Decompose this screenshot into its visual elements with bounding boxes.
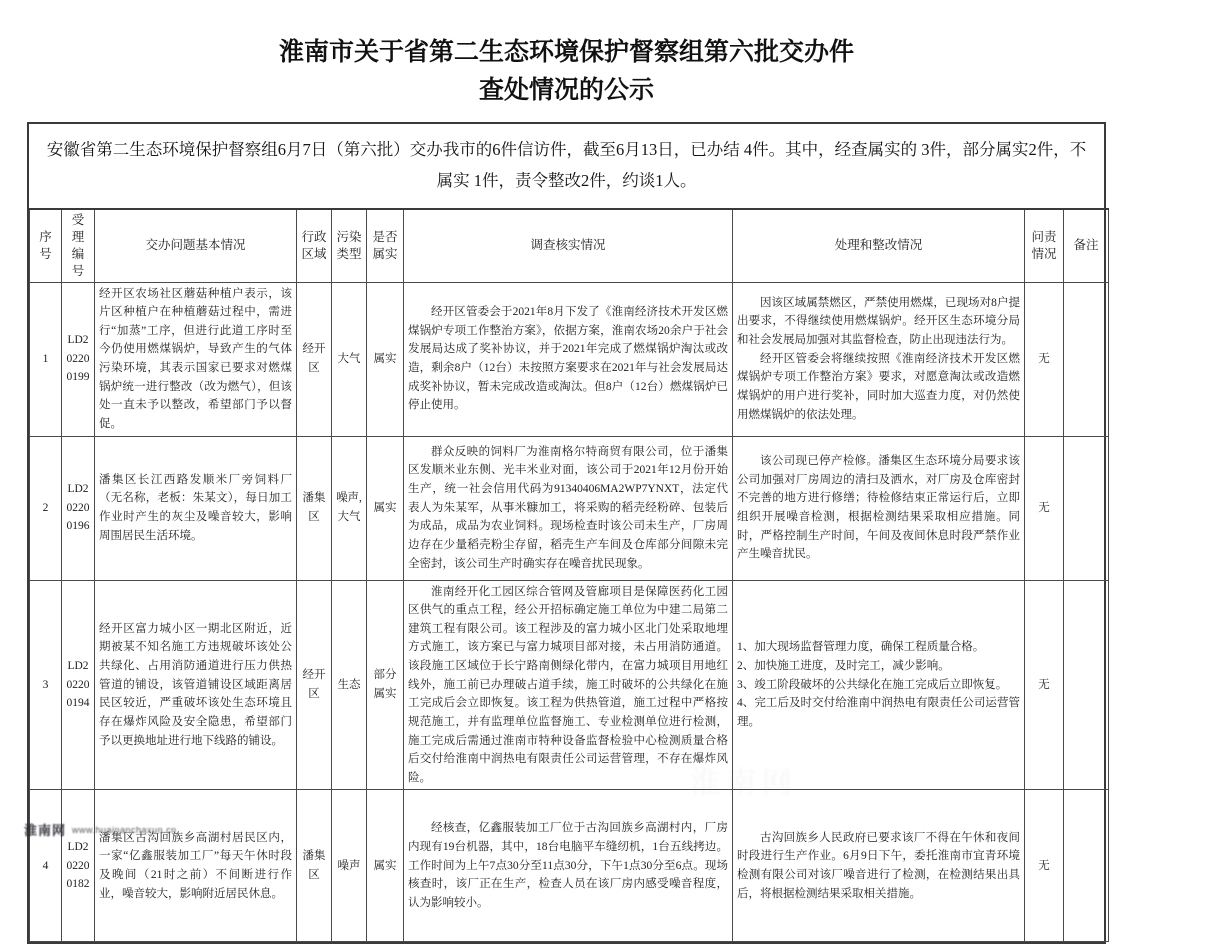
cell-pollution-type: 大气 — [332, 282, 367, 436]
table-row — [30, 282, 1109, 436]
cell-region: 潘集区 — [297, 790, 332, 942]
table-row — [30, 436, 1109, 580]
cases-table — [29, 208, 1109, 942]
title-line-1: 淮南市关于省第二生态环境保护督察组第六批交办件 — [278, 39, 854, 66]
cell-seq: 4 — [30, 790, 62, 942]
content-box — [27, 122, 1106, 944]
cell-handling-paragraph: 4、完工后及时交付给淮南中润热电有限责任公司运营管理。 — [737, 697, 1020, 728]
cell-handling — [733, 790, 1025, 942]
cell-remark — [1064, 580, 1109, 790]
cell-investigation — [404, 790, 733, 942]
column-header: 污染类型 — [332, 209, 367, 282]
table-row — [30, 790, 1109, 942]
cell-problem: 经开区富力城小区一期北区附近，近期被某不知名施工方违规破坏该处公共绿化、占用消防通道进行压力供热管道的铺设，该管道铺设区域距离居民区较近，严重破坏该处生态环境且存在爆炸风险及安全隐患，希望部门予以更换地址进行地下线路的铺设。 — [95, 580, 297, 790]
cell-handling-paragraph: 1、加大现场监督管理力度，确保工程质量合格。 — [737, 641, 985, 654]
cell-case-number: LD202200199 — [62, 282, 95, 436]
watermark-url: www.huainanchaxun.cn — [72, 824, 177, 835]
cell-handling-paragraph: 该公司现已停产检修。潘集区生态环境分局要求该公司加强对厂房周边的清扫及洒水，对厂房及仓库密封不完善的地方进行修缮；待检修结束正常运行后，立即组织开展噪音检测，根据检测结果采取相应措施。同时，严格控制生产时间，午间及夜间休息时段严禁作业产生噪音扰民。 — [737, 455, 1020, 561]
cell-region: 潘集区 — [297, 436, 332, 580]
column-header: 交办问题基本情况 — [95, 209, 297, 282]
cell-investigation — [404, 282, 733, 436]
cell-region: 经开区 — [297, 282, 332, 436]
cell-handling-paragraph: 古沟回族乡人民政府已要求该厂不得在午休和夜间时段进行生产作业。6月9日下午，委托淮南市宜青环境检测有限公司对该厂噪音进行了检测，在检测结果出具后，将根据检测结果采取相关措施。 — [737, 831, 1020, 900]
column-header: 调查核实情况 — [404, 209, 733, 282]
cell-investigation — [404, 436, 733, 580]
cell-investigation — [404, 580, 733, 790]
column-header: 序号 — [30, 209, 62, 282]
cell-pollution-type: 噪声 — [332, 790, 367, 942]
column-header: 受理编号 — [62, 209, 95, 282]
cell-problem: 潘集区长江西路发顺米厂旁饲料厂（无名称，老板：朱某文），每日加工作业时产生的灰尘及噪音较大，影响周围居民生活环境。 — [95, 436, 297, 580]
document-page — [27, 0, 1106, 944]
title-line-2: 查处情况的公示 — [478, 76, 654, 104]
cell-investigation-paragraph: 经核查，亿鑫服装加工厂位于古沟回族乡高湖村内，厂房内现有19台机器，其中，18台电脑平车缝纫机，1台五线拷边。工作时间为上午7点30分至11点30分，下午1点30分至6点。现场核查时，该厂正在生产，检查人员在该厂房内感受噪音程度，认为影响较小。 — [408, 822, 728, 909]
cell-case-number: LD202200182 — [62, 790, 95, 942]
cell-accountability: 无 — [1025, 436, 1064, 580]
table-body — [30, 282, 1109, 942]
cell-problem: 经开区农场社区蘑菇种植户表示，该片区种植户在种植蘑菇过程中，需进行“加蒸”工序，但进行此道工序时至今仍使用燃煤锅炉，导致产生的气体污染环境，其表示国家已要求对燃煤锅炉统一进行整改（改为燃气），但该处一直未予以整改，希望部门予以督促。 — [95, 282, 297, 436]
cell-accountability: 无 — [1025, 790, 1064, 942]
page-title — [27, 34, 1106, 109]
table-row — [30, 580, 1109, 790]
cell-problem: 潘集区古沟回族乡高湖村居民区内，一家“亿鑫服装加工厂”每天午休时段及晚间（21时之前）不间断进行作业，噪音较大，影响附近居民休息。 — [95, 790, 297, 942]
cell-remark — [1064, 282, 1109, 436]
table-header — [30, 209, 1109, 282]
cell-handling — [733, 436, 1025, 580]
cell-handling-paragraph: 因该区域属禁燃区，严禁使用燃煤，已现场对8户提出要求，不得继续使用燃煤锅炉。经开区生态环境分局和社会发展局加强对其监督检查，防止出现违法行为。 — [737, 296, 1020, 347]
cell-seq: 2 — [30, 436, 62, 580]
cell-investigation-paragraph: 群众反映的饲料厂为淮南格尔特商贸有限公司，位于潘集区发顺米业东侧、光丰米业对面，该公司于2021年12月份开始生产，统一社会信用代码为91340406MA2WP7YNXT，法定代表人为朱某军，从事米糠加工，将采购的稻壳经粉碎、包装后为成品，成品为农业饲料。现场检查时该公司未生产，厂房周边存在少量稻壳粉尘存留，稻壳生产车间及仓库部分间隙未完全密封，该公司生产时确实存在噪音扰民现象。 — [408, 445, 728, 570]
table-header-row — [30, 209, 1109, 282]
cell-verified: 属实 — [367, 436, 404, 580]
cell-handling — [733, 580, 1025, 790]
cell-remark — [1064, 790, 1109, 942]
cell-handling-paragraph: 2、加快施工进度，及时完工，减少影响。 — [737, 660, 950, 673]
column-header: 处理和整改情况 — [733, 209, 1025, 282]
cell-pollution-type: 噪声,大气 — [332, 436, 367, 580]
cell-handling-paragraph: 3、竣工阶段破坏的公共绿化在施工完成后立即恢复。 — [737, 678, 1008, 691]
cell-handling-paragraph: 经开区管委会将继续按照《淮南经济技术开发区燃煤锅炉专项工作整治方案》要求，对愿意淘汰或改造燃煤锅炉的用户进行奖补，同时加大巡查力度，对仍然使用燃煤锅炉的依法处理。 — [737, 352, 1020, 421]
cell-case-number: LD202200196 — [62, 436, 95, 580]
column-header: 问责情况 — [1025, 209, 1064, 282]
site-watermark — [24, 820, 177, 839]
cell-case-number: LD202200194 — [62, 580, 95, 790]
ghost-watermark: 淮南网 — [690, 767, 798, 800]
cell-remark — [1064, 436, 1109, 580]
cell-accountability: 无 — [1025, 580, 1064, 790]
cell-investigation-paragraph: 淮南经开化工园区综合管网及管廊项目是保障医药化工园区供气的重点工程，经公开招标确定施工单位为中建二局第二建筑工程有限公司。该工程涉及的富力城小区北门处采取地埋方式施工，该方案已与富力城项目部对接，未占用消防通道。该段施工区域位于长宁路南侧绿化带内，在富力城项目用地红线外，施工前已办理破占道手续，施工时破坏的公共绿化在施工完成后会立即恢复。该工程为供热管道，施工过程中严格按规范施工，并有监理单位监督施工、专业检测单位进行检测，施工完成后需通过淮南市特种设备监督检验中心检测质量合格后交付给淮南中润热电有限责任公司运营管理，不存在爆炸风险。 — [408, 585, 728, 784]
column-header: 是否属实 — [367, 209, 404, 282]
cell-accountability: 无 — [1025, 282, 1064, 436]
column-header: 备注 — [1064, 209, 1109, 282]
cell-verified: 部分属实 — [367, 580, 404, 790]
intro-paragraph: 安徽省第二生态环境保护督察组6月7日（第六批）交办我市的6件信访件，截至6月13日，已办结 4件。其中，经查属实的 3件，部分属实2件，不属实 1件，责令整改2件，约谈1人。 — [46, 140, 1087, 190]
column-header: 行政区域 — [297, 209, 332, 282]
cell-region: 经开区 — [297, 580, 332, 790]
cell-investigation-paragraph: 经开区管委会于2021年8月下发了《淮南经济技术开发区燃煤锅炉专项工作整治方案》，依据方案，淮南农场20余户于社会发展局达成了奖补协议，并于2021年完成了燃煤锅炉淘汰或改造，剩余8户（12台）未按照方案要求在2021年与社会发展局达成奖补协议，暂未完成改造或淘汰。但8户（12台）燃煤锅炉已停止使用。 — [408, 306, 728, 412]
watermark-logo: 淮南网 — [24, 823, 67, 838]
cell-handling — [733, 282, 1025, 436]
cell-seq: 3 — [30, 580, 62, 790]
cell-seq: 1 — [30, 282, 62, 436]
cell-verified: 属实 — [367, 282, 404, 436]
cell-verified: 属实 — [367, 790, 404, 942]
cell-pollution-type: 生态 — [332, 580, 367, 790]
